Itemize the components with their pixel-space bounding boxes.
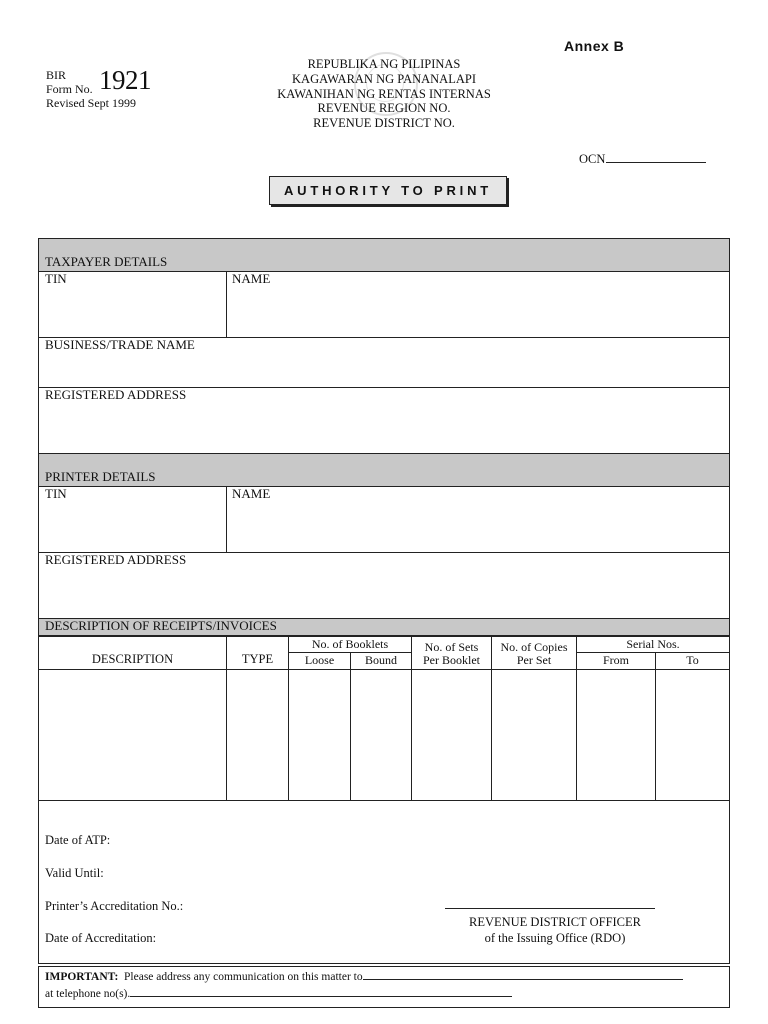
col-type: TYPE: [241, 652, 274, 666]
accreditation-no-label: Printer’s Accreditation No.:: [45, 899, 184, 913]
rule: [38, 800, 730, 801]
printer-tin-label: TIN: [45, 486, 67, 501]
col-sets-line2: Per Booklet: [423, 653, 480, 667]
header-republic: REPUBLIKA NG PILIPINAS: [307, 57, 461, 71]
printer-section-title: PRINTER DETAILS: [45, 469, 156, 484]
rdo-subtitle: of the Issuing Office (RDO): [484, 931, 626, 945]
sets-cell[interactable]: [412, 670, 491, 800]
loose-cell[interactable]: [289, 670, 350, 800]
serial-from-cell[interactable]: [577, 670, 655, 800]
serial-to-cell[interactable]: [656, 670, 729, 800]
page-title: AUTHORITY TO PRINT: [269, 176, 507, 205]
receipts-section-title: DESCRIPTION OF RECEIPTS/INVOICES: [45, 618, 277, 633]
printer-address-label: REGISTERED ADDRESS: [45, 552, 187, 567]
type-cell[interactable]: [227, 670, 288, 800]
col-description: DESCRIPTION: [91, 652, 174, 666]
taxpayer-tin-label: TIN: [45, 271, 67, 286]
header-region: REVENUE REGION NO.: [317, 101, 451, 116]
description-cell[interactable]: [39, 670, 226, 800]
printer-address-field[interactable]: [39, 553, 729, 617]
col-copies-line2: Per Set: [516, 653, 552, 667]
col-booklets-group: No. of Booklets: [311, 637, 389, 651]
col-from: From: [602, 653, 629, 667]
date-accreditation-label: Date of Accreditation:: [45, 931, 157, 945]
ocn-label: OCN: [579, 152, 606, 166]
important-notice: [38, 966, 730, 1008]
col-to: To: [686, 653, 699, 667]
col-sets: [412, 641, 491, 667]
copies-cell[interactable]: [492, 670, 576, 800]
col-serial-group: Serial Nos.: [626, 637, 680, 651]
col-loose: Loose: [304, 653, 335, 667]
printer-tin-field[interactable]: [39, 487, 226, 551]
col-copies-line1: No. of Copies: [500, 640, 568, 654]
col-sets-line1: No. of Sets: [424, 640, 479, 654]
taxpayer-name-label: NAME: [232, 271, 271, 286]
form-revised: Revised Sept 1999: [46, 96, 136, 110]
important-text-2: at telephone no(s).: [45, 988, 131, 1000]
business-name-field[interactable]: [39, 338, 729, 386]
rdo-title: REVENUE DISTRICT OFFICER: [468, 915, 641, 929]
taxpayer-address-label: REGISTERED ADDRESS: [45, 387, 187, 402]
taxpayer-address-field[interactable]: [39, 388, 729, 452]
address-to-blank[interactable]: [363, 968, 683, 980]
printer-name-field[interactable]: [227, 487, 729, 551]
rdo-signature-line[interactable]: [445, 908, 655, 909]
important-line-2: [45, 985, 683, 1002]
header-bureau: KAWANIHAN NG RENTAS INTERNAS: [277, 86, 491, 101]
taxpayer-section-title: TAXPAYER DETAILS: [45, 254, 168, 269]
form-number: 1921: [99, 65, 151, 95]
valid-until-label: Valid Until:: [45, 866, 104, 880]
important-label: IMPORTANT:: [45, 971, 119, 983]
header-department: KAGAWARAN NG PANANALAPI: [292, 71, 476, 86]
taxpayer-tin-field[interactable]: [39, 272, 226, 336]
printer-name-label: NAME: [232, 486, 271, 501]
form-no-label: Form No.: [46, 82, 93, 96]
header-district: REVENUE DISTRICT NO.: [313, 116, 455, 131]
important-text-1: Please address any communication on this matter to: [124, 971, 363, 983]
ocn-field[interactable]: [579, 151, 706, 167]
annex-label: Annex B: [564, 38, 625, 54]
important-line-1: [45, 968, 683, 985]
date-atp-label: Date of ATP:: [45, 833, 111, 847]
col-copies: [492, 641, 576, 667]
ocn-blank-line: [606, 151, 706, 163]
taxpayer-name-field[interactable]: [227, 272, 729, 336]
rule: [38, 453, 730, 454]
telephone-blank[interactable]: [130, 985, 512, 997]
rdo-signature-block: [430, 914, 680, 946]
bound-cell[interactable]: [351, 670, 411, 800]
form-agency: BIR: [46, 68, 67, 82]
col-bound: Bound: [364, 653, 397, 667]
business-name-label: BUSINESS/TRADE NAME: [45, 337, 195, 352]
rule: [576, 652, 729, 653]
agency-header: [250, 57, 518, 131]
form-identifier: [46, 65, 151, 110]
